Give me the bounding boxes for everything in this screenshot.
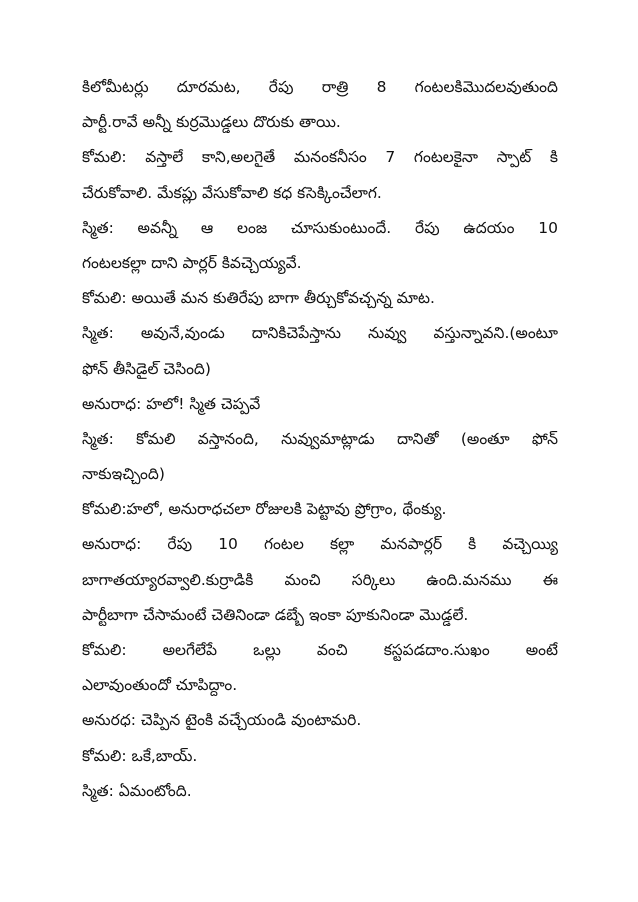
- text-line-13: కోమలి:హలో, అనురాధచలా రోజులకి పెట్టావు ప్రోగ్రాం, థేంక్యు.: [82, 500, 447, 519]
- text-line-1: కిలోమీటర్లు దూరమట, రేపు రాత్రి 8 గంటలకిమొదలవుతుంది: [82, 78, 558, 96]
- document-page: [82, 70, 558, 809]
- text-line-9: ఫోన్ తీసిడైల్ చెసింది): [82, 359, 211, 378]
- text-line-5: స్మిత: అవన్నీ ఆ లంజ చూసుకుంటుందే. రేపు ఉదయం 10: [82, 218, 558, 237]
- text-line-10: అనురాధ: హలో! స్మిత చెప్పవే: [82, 394, 261, 413]
- text-line-11: స్మిత: కోమలి వస్తానంది, నువ్వుమాట్లాడు దానితో (అంతూ ఫోన్: [82, 429, 558, 448]
- text-line-6: గంటలకల్లా దాని పార్లర్ కివచ్చెయ్యవే.: [82, 253, 302, 272]
- text-line-7: కోమలి: అయితే మన కుతిరేపు బాగా తీర్చుకోవచ్చన్న మాట.: [82, 289, 435, 308]
- text-line-17: కోమలి: అలగేలేపే ఒల్లు వంచి కస్టపడదాం.సుఖం అంటే: [82, 641, 558, 659]
- text-line-21: స్మిత: ఏమంటోంది.: [82, 781, 192, 800]
- text-line-18: ఎలావుంతుందో చూపిద్దాం.: [82, 676, 238, 695]
- text-line-12: నాకుఇచ్చింది): [82, 465, 165, 484]
- text-line-15: బాగాతయ్యారవ్వాలి.కుర్రాడికి మంచి సర్కిలు ఉంది.మనము ఈ: [82, 570, 558, 589]
- text-line-3: కోమలి: వస్తాలే కాని,అలగైతే మనంకనీసం 7 గంటలకైనా స్పాట్ కి: [82, 148, 558, 167]
- text-line-20: కోమలి: ఒకే,బాయ్.: [82, 746, 198, 765]
- text-line-19: అనురధ: చెప్పిన టైంకి వచ్చేయండి వుంటామరి.: [82, 711, 362, 730]
- text-line-4: చేరుకోవాలి. మేకప్లు వేసుకోవాలి కధ కసెక్కించేలాగ.: [82, 183, 382, 202]
- text-line-16: పార్టీబాగా చేసామంటే చెతినిండా డబ్బే ఇంకా పూకునిండా మొడ్డలే.: [82, 605, 469, 624]
- text-line-8: స్మిత: అవునే,వుండు దానికిచెపేస్తాను నువ్వు వస్తున్నావని.(అంటూ: [82, 324, 558, 343]
- text-line-2: పార్టీ.రావే అన్నీ కుర్రమొడ్డలు దొరుకు తాయి.: [82, 113, 341, 132]
- text-line-14: అనురాధ: రేపు 10 గంటల కల్లా మనపార్లర్ కి వచ్చెయ్యి: [82, 535, 558, 554]
